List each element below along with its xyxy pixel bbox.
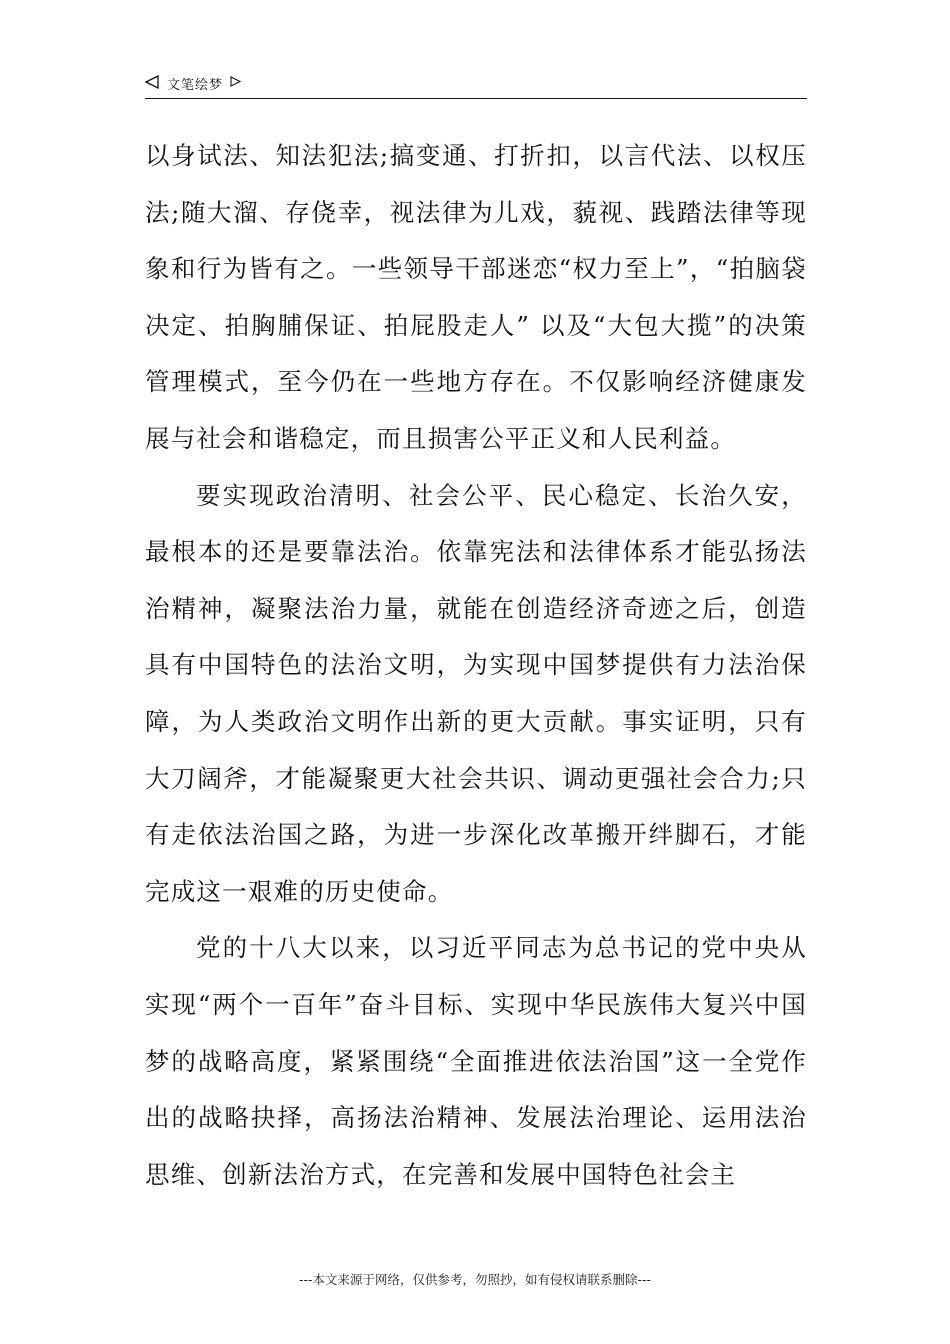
page-header (145, 72, 807, 99)
triangle-left-icon (145, 75, 159, 89)
triangle-right-icon (230, 76, 241, 87)
paragraph-rule-of-law: 要实现政治清明、社会公平、民心稳定、长治久安，最根本的还是要靠法治。依靠宪法和法律体系才能弘扬法治精神，凝聚法治力量，就能在创造经济奇迹之后，创造具有中国特色的法治文明，为实现中国梦提供有力法治保障，为人类政治文明作出新的更大贡献。事实证明，只有大刀阔斧，才能凝聚更大社会共识、调动更强社会合力;只有走依法治国之路，为进一步深化改革搬开绊脚石，才能完成这一艰难的历史使命。 (145, 480, 807, 906)
page-footer-disclaimer: ---本文来源于网络，仅供参考，勿照抄，如有侵权请联系删除--- (298, 1272, 652, 1287)
paragraph-continued: 以身试法、知法犯法;搞变通、打折扣，以言代法、以权压法;随大溜、存侥幸，视法律为儿戏，藐视、践踏法律等现象和行为皆有之。一些领导干部迷恋“权力至上”，“拍脑袋决定、拍胸脯保证、拍屁股走人” 以及“大包大揽”的决策管理模式，至今仍在一些地方存在。不仅影响经济健康发展与社会和谐稳定，而且损害公平正义和人民利益。 (145, 141, 807, 453)
header-title: 文笔绘梦 (167, 78, 224, 93)
document-body (145, 128, 807, 1203)
paragraph-eighteenth-congress: 党的十八大以来，以习近平同志为总书记的党中央从实现“两个一百年”奋斗目标、实现中华民族伟大复兴中国梦的战略高度，紧紧围绕“全面推进依法治国”这一全党作出的战略抉择，高扬法治精神、发展法治理论、运用法治思维、创新法治方式，在完善和发展中国特色社会主 (145, 933, 807, 1189)
